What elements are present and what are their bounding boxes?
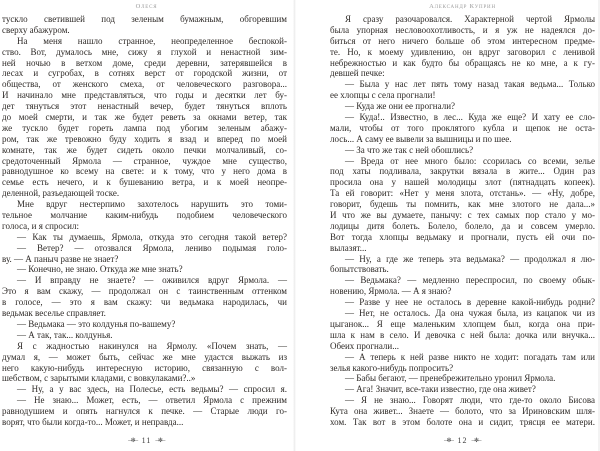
text-line: И что же вы думаете, панычу: с тех самых пор стало у мо- (330, 210, 595, 221)
text-line: шебством, с зарытыми кладами, с вовкулаками?..» (2, 373, 196, 384)
text-line: И начинало мне представляться, что годы и десятки лет бу- (2, 90, 287, 101)
text-line: шла к нам в село. И девочка с ней была: дочка или внучка... (330, 329, 595, 340)
text-line: общества, от женского смеха, от человеческого разговора... (2, 79, 287, 90)
text-line: — Ну, а у вас здесь, на Полесье, есть ведьмы? — спросил я. (17, 384, 287, 395)
text-line: семье есть нечего, и к бушеванию ветра, и к моей неопре- (2, 177, 287, 188)
text-line: — Разве у нее не осталось в деревне какой-нибудь родни? (345, 297, 595, 308)
text-line: сверху абажуром. (2, 24, 70, 35)
text-line: лесах и сугробах, в сотнях верст от городской жизни, от (2, 68, 287, 79)
text-line: — Нет, не осталось. Да она чужая была, из кацапок чи из (345, 308, 595, 319)
left-page (0, 0, 293, 451)
text-line: Вот тогда хлопцы ведьмаку и прогнали, пусть ей очи по- (330, 231, 595, 242)
text-line: голоса, и я спросил: (2, 220, 79, 231)
right-page (296, 0, 600, 451)
text-line: — Куда же они ее прогнали? (345, 101, 455, 112)
text-line: зелья какого-нибудь попросить? (330, 362, 454, 373)
text-line: — Ведьмака? — медленно переспросил, по своему обык- (345, 275, 595, 286)
text-line: — Как ты думаешь, Ярмола, откуда это сегодня такой ветер? (17, 231, 287, 242)
text-line: — Не знаю... Может, есть, — ответил Ярмола с прежним (17, 395, 287, 406)
text-line: Кута она живет... Знаете — болото, что за Ириновским шля- (330, 406, 595, 417)
page-footer (330, 436, 595, 447)
footer-ornament-icon: –✻– (128, 438, 138, 444)
text-line: цыганок... Я еще маленьким хлопцем был, когда она при- (330, 318, 595, 329)
text-line: небрежностью и как будто бы обращаясь не ко мне, а к гу- (330, 57, 595, 68)
text-line: средоточенный Ярмола — странное, чуждое мне существо, (2, 155, 287, 166)
text-line: ворят, что были когда-то... Может, и неправда... (2, 416, 184, 427)
text-line: — Вреда от нее много было: ссорилась со всеми, зелье (345, 155, 595, 166)
text-line: говорит, будешь ты помнить, как мне злотого не дала...» (330, 199, 595, 210)
text-line: ство. Вот, думалось мне, сижу я глухой и ненастной зим- (2, 46, 287, 57)
text-line: дет тянуться этот ненастный вечер, будет тянуться вплоть (2, 101, 287, 112)
footer-ornament-icon: –✻– (155, 438, 165, 444)
text-line: ее хлопцы с села прогнали! (330, 90, 436, 101)
text-line: новению, Ярмола. — А я знаю? (330, 286, 452, 297)
text-line: — Конечно, не знаю. Откуда же мне знать? (17, 264, 183, 275)
text-line: же тускло будет гореть лампа под убогим зеленым абажу- (2, 122, 287, 133)
text-line: ром, так же тревожно буду ходить я взад и вперед по моей (2, 133, 287, 144)
text-line: равнодушием и опять нагнулся к печке. — Старые люди го- (2, 406, 287, 417)
text-line: — Куда!.. Известно, в лес... Куда же еще? И хату ее сло- (345, 112, 595, 123)
text-line: под хаты подливала, закрутки вязала в жите... Один раз (330, 166, 595, 177)
text-line: биться от него ничего больше об этом интересном предме- (330, 35, 595, 46)
text-line: думал я, — может быть, сейчас же мне удастся выжать из (2, 351, 287, 362)
text-line: Та ей говорит: «Нет у меня злота, отстань». — «Ну, добре, (330, 188, 595, 199)
text-line: Обеих прогнали... (330, 340, 399, 351)
text-line: — Я не знаю... Говорят люди, что где-то около Бисова (345, 395, 595, 406)
text-line: вылазят... (330, 242, 367, 253)
text-line: тельное молчание каким-нибудь подобием человеческого (2, 210, 287, 221)
text-line: равнодушное ко всему на свете: и к тому, что у него дома в (2, 166, 287, 177)
footer-ornament-icon: –✻– (471, 438, 482, 444)
page-number: 12 (457, 436, 468, 445)
text-line: — Ветер? — отозвался Ярмола, лениво подымая голо- (17, 242, 287, 253)
text-line: хом. Так вот в этом болоте она и сидит, трясця ее матери. (330, 416, 595, 427)
text-line: бопытствовать. (330, 264, 389, 275)
text-line: деленной, разъедающей тоске. (2, 188, 120, 199)
page-header: Олеся (135, 3, 158, 10)
text-line: На меня нашло странное, неопределенное беспокой- (17, 35, 287, 46)
text-line: Я сразу разочаровался. Характерной чертой Ярмолы (345, 14, 595, 24)
text-line: в голосе, — это я вам скажу: чи ведьмака народилась, чи (2, 297, 287, 308)
text-line: него какую-нибудь интересную историю, связанную с вол- (2, 362, 287, 373)
text-line: тускло светившей под зеленым бумажным, обгоревшим (2, 14, 287, 24)
text-line: просила она у нашей молодицы злот (пятнадцать копеек). (330, 177, 595, 188)
text-line: Мне вдруг нестерпимо захотелось нарушить это томи- (17, 199, 287, 210)
text-line: ведьмак веселье справляет. (2, 308, 106, 319)
text-line: лодицы дитя болеть. Болело, болело, да и совсем умерло. (330, 220, 595, 231)
text-line: лось... А саму ее вывели за вышницы и по шее. (330, 133, 512, 144)
right-page-body (330, 14, 595, 428)
text-line: девшей печке: (330, 68, 385, 79)
footer-ornament-icon: –✻– (443, 438, 454, 444)
text-line: — А так, так... колдунья. (17, 329, 113, 340)
text-line: ней ночью в ветхом доме, среди деревни, затерявшейся в (2, 57, 287, 68)
page-number: 11 (141, 436, 152, 445)
text-line: — Ага! Значит, все-таки известно, где она живет? (345, 384, 536, 395)
text-line: — За что же так с ней обошлись? (345, 144, 474, 155)
text-line: — Ведьмака — это колдунья по-вашему? (17, 318, 176, 329)
text-line: Я с жадностью накинулся на Ярмолу. «Почем знать, — (17, 340, 287, 351)
text-line: Это я вам скажу, — продолжал он с таинственным оттенком (2, 286, 287, 297)
text-line: — И вправду не знаете? — оживился вдруг Ярмола. — (17, 275, 287, 286)
text-line: до моей смерти, и так же будет реветь за окнами ветер, так (2, 112, 287, 123)
page-footer (0, 436, 293, 447)
page-header: Александр Куприн (429, 3, 496, 10)
text-line: ву. — А паныч разве не знает? (2, 253, 119, 264)
text-line: была упорная несловоохотливость, и я уж не надеялся до- (330, 24, 595, 35)
text-line: — Ну, а где же теперь эта ведьмака? — продолжал я лю- (345, 253, 595, 264)
text-line: комнате, так же будет сидеть около печки молчаливый, со- (2, 144, 287, 155)
text-line: — Бабы бегают, — пренебрежительно уронил Ярмола. (345, 373, 556, 384)
text-line: мали, чтобы от того проклятого кубла и щепок не оста- (330, 122, 595, 133)
text-line: — Была у нас лет пять тому назад такая ведьма... Только (345, 79, 595, 90)
text-line: — А теперь к ней разве никто не ходит: погадать там или (345, 351, 595, 362)
text-line: те. Но, к моему удивлению, он вдруг заговорил с ленивой (330, 46, 595, 57)
left-page-body (2, 14, 287, 428)
